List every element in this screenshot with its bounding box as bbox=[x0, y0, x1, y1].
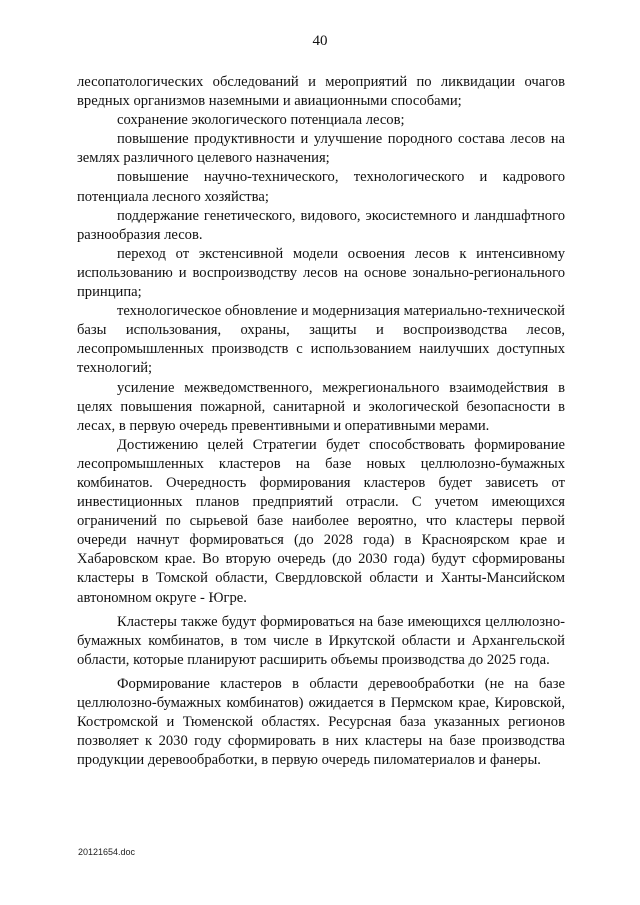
paragraph-biodiversity: поддержание генетического, видового, экосистемного и ландшафтного разнообразия лесов. bbox=[77, 207, 565, 243]
paragraph-productivity: повышение продуктивности и улучшение породного состава лесов на землях различного целевого назначения; bbox=[77, 131, 565, 167]
paragraph-technological-renewal: технологическое обновление и модернизация материально-технической базы использования, охраны, защиты и воспроизводства лесов, лесопромышленных производств с использованием наилучших доступных технологий; bbox=[77, 303, 565, 377]
paragraph-clusters-formation: Достижению целей Стратегии будет способствовать формирование лесопромышленных кластеров на базе новых целлюлозно-бумажных комбинатов. Очередность формирования кластеров будет зависеть от инвестиционных планов предприятий отрасли. С учетом имеющихся ограничений по сырьевой базе наиболее вероятно, что кластеры первой очереди начнут формироваться (до 2028 года) в Красноярском крае и Хабаровском крае. Во вторую очередь (до 2030 года) будут сформированы кластеры в Томской области, Свердловской области и Ханты-Мансийском автономном округе - Югре. bbox=[77, 436, 565, 606]
paragraph-existing-mills: Кластеры также будут формироваться на базе имеющихся целлюлозно-бумажных комбинатов, в том числе в Иркутской области и Архангельской области, которые планируют расширить объемы производства до 2025 года. bbox=[77, 613, 565, 668]
paragraph-continuation: лесопатологических обследований и мероприятий по ликвидации очагов вредных организмов наземными и авиационными способами; bbox=[77, 74, 565, 110]
footer-filename: 20121654.doc bbox=[78, 847, 136, 857]
paragraph-scientific-potential: повышение научно-технического, технологического и кадрового потенциала лесного хозяйства; bbox=[77, 169, 565, 205]
document-body bbox=[77, 73, 565, 770]
paragraph-intensive-model: переход от экстенсивной модели освоения лесов к интенсивному использованию и воспроизводству лесов на основе зонально-регионального принципа; bbox=[77, 245, 565, 301]
paragraph-woodworking-clusters: Формирование кластеров в области деревообработки (не на базе целлюлозно-бумажных комбинатов) ожидается в Пермском крае, Кировской, Костромской и Тюменской областях. Ресурсная база указанных регионов позволяет к 2030 году сформировать в них кластеры на базе производства продукции деревообработки, в первую очередь пиломатериалов и фанеры. bbox=[77, 675, 565, 769]
page-number: 40 bbox=[312, 33, 328, 49]
paragraph-interagency-cooperation: усиление межведомственного, межрегионального взаимодействия в целях повышения пожарной, санитарной и экологической безопасности в лесах, в первую очередь превентивными и оперативными мерами. bbox=[77, 379, 565, 434]
paragraph-ecological-potential: сохранение экологического потенциала лесов; bbox=[117, 112, 405, 129]
